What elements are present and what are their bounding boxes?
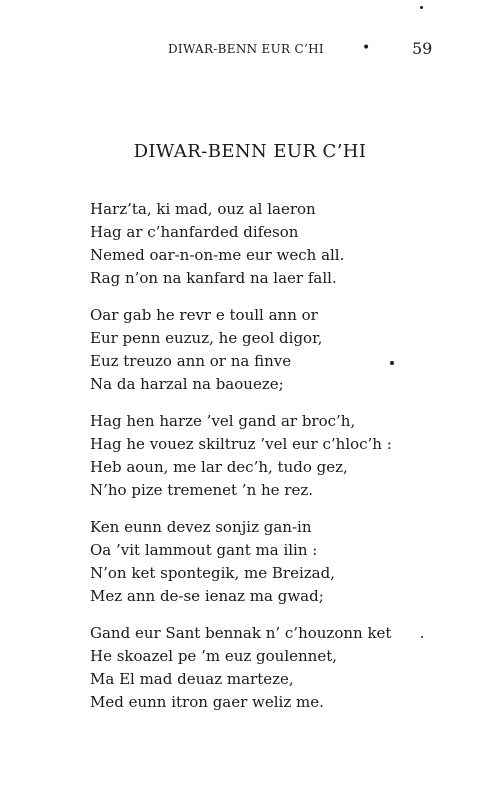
- running-head: [0, 39, 500, 62]
- stanza-2: [90, 304, 470, 396]
- stanza-5: [90, 622, 470, 714]
- stanza-1: [90, 198, 470, 290]
- scan-speck: [420, 6, 423, 9]
- stanza-3: [90, 410, 470, 502]
- poem-body: [90, 198, 470, 728]
- poem-line: Mez ann de-se ienaz ma gwad;: [90, 587, 324, 605]
- poem-line: N’on ket spontegik, me Breizad,: [90, 564, 335, 582]
- poem-line: Euz treuzo ann or na finve: [90, 352, 292, 370]
- poem-line: Ma El mad deuaz marteze,: [90, 670, 294, 688]
- poem-line: Oa ’vit lammout gant ma ilin :: [90, 541, 318, 559]
- poem-line: Hag ar c’hanfarded difeson: [90, 223, 299, 241]
- scan-speck: [390, 361, 394, 365]
- poem-line: Rag n’on na kanfard na laer fall.: [90, 269, 337, 287]
- scan-speck: [421, 636, 423, 638]
- poem-line: Oar gab he revr e toull ann or: [90, 306, 318, 324]
- poem-title: DIWAR-BENN EUR C’HI: [133, 141, 367, 162]
- poem-line: Nemed oar-n-on-me eur wech all.: [90, 246, 345, 264]
- poem-line: Na da harzal na baoueze;: [90, 375, 284, 393]
- poem-line: N’ho pize tremenet ’n he rez.: [90, 481, 314, 499]
- page-number: 59: [412, 39, 433, 58]
- poem-line: Med eunn itron gaer weliz me.: [90, 693, 324, 711]
- poem-line: Hag hen harze ’vel gand ar broc’h,: [90, 412, 356, 430]
- poem-line: Gand eur Sant bennak n’ c’houzonn ket: [90, 624, 392, 642]
- separator-dot: •: [362, 40, 371, 56]
- stanza-4: [90, 516, 470, 608]
- poem-line: Eur penn euzuz, he geol digor,: [90, 329, 323, 347]
- poem-line: Heb aoun, me lar dec’h, tudo gez,: [90, 458, 348, 476]
- poem-line: Harz’ta, ki mad, ouz al laeron: [90, 200, 316, 218]
- poem-line: He skoazel pe ’m euz goulennet,: [90, 647, 338, 665]
- running-title: DIWAR-BENN EUR C’HI: [168, 42, 324, 56]
- poem-line: Hag he vouez skiltruz ’vel eur c’hloc’h :: [90, 435, 392, 453]
- poem-line: Ken eunn devez sonjiz gan-in: [90, 518, 312, 536]
